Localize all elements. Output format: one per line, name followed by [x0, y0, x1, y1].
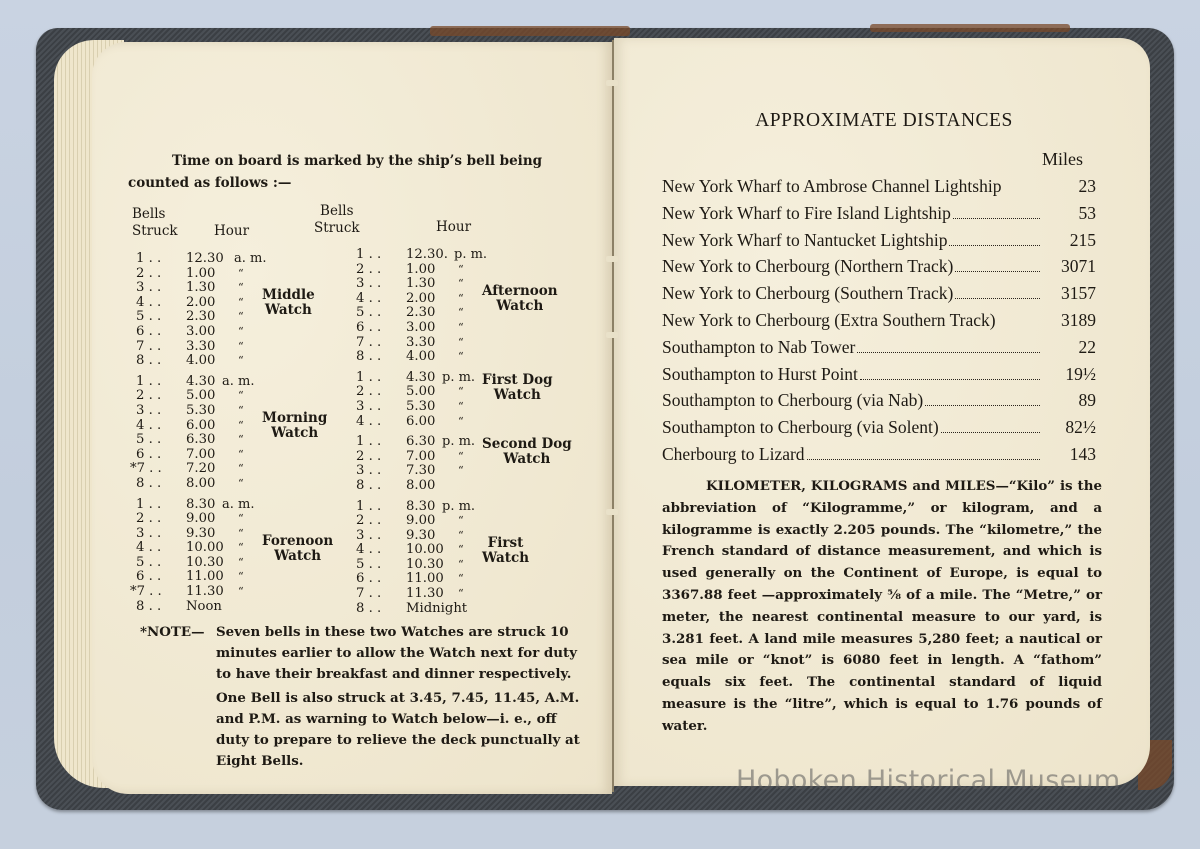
bells-struck: 6 . .: [356, 319, 382, 335]
ditto-mark: “: [458, 350, 464, 364]
leader-dots: [860, 379, 1040, 380]
bell-row: [136, 477, 336, 492]
bells-struck: 4 . .: [136, 294, 162, 310]
route: New York Wharf to Ambrose Channel Lightship: [662, 176, 1002, 196]
bells-struck: 4 . .: [356, 542, 382, 558]
ditto-mark: “: [238, 403, 244, 417]
bells-struck: 3 . .: [356, 276, 382, 292]
bell-row: [356, 529, 586, 544]
bell-row: [136, 354, 336, 369]
hour: 4.00: [406, 349, 436, 365]
distance-row: [662, 176, 1096, 203]
intro-line-1: Time on board is marked by the ship’s bell being: [172, 153, 543, 169]
ditto-mark: “: [458, 306, 464, 320]
bells-struck: 1 . .: [356, 434, 382, 450]
bell-row: [136, 375, 336, 390]
ditto-mark: “: [458, 414, 464, 428]
hour: 4.30: [406, 369, 436, 385]
leader-dots: [925, 405, 1040, 406]
hour: 8.00: [186, 475, 216, 491]
ditto-mark: “: [458, 557, 464, 571]
bells-struck: 7 . .: [136, 338, 162, 354]
distances-list: [662, 176, 1096, 471]
watch-name: Morning Watch: [262, 410, 328, 442]
bells-struck: 8 . .: [356, 349, 382, 365]
distance-row: [662, 337, 1096, 364]
hour: 10.30: [186, 554, 224, 570]
bells-struck: 5 . .: [136, 432, 162, 448]
miles-value: 215: [1069, 229, 1096, 250]
bell-row: [136, 252, 336, 267]
watch-name: Middle Watch: [262, 287, 315, 319]
bells-struck: 1 . .: [136, 251, 162, 266]
distance-row: [662, 256, 1096, 283]
binding-stitch: [606, 509, 618, 515]
ditto-mark: “: [238, 555, 244, 569]
watch-group: [356, 500, 586, 617]
leader-dots: [955, 298, 1040, 299]
meridiem: p. m.: [442, 498, 476, 514]
hour: 9.00: [186, 511, 216, 527]
bell-row: [136, 600, 336, 615]
watch-group: [130, 496, 336, 615]
ditto-mark: “: [458, 385, 464, 399]
ditto-mark: “: [238, 447, 244, 461]
bell-row: [356, 350, 586, 365]
ditto-mark: “: [458, 291, 464, 305]
ditto-mark: “: [458, 449, 464, 463]
bell-row: [356, 321, 586, 336]
hour: 3.30: [186, 338, 216, 354]
bell-row: [136, 267, 336, 282]
kilo-heading: KILOMETER, KILOGRAMS and MILES—“Kilo”: [706, 478, 1055, 494]
watch-name: First Watch: [482, 534, 530, 566]
hour: 11.00: [406, 571, 444, 587]
ditto-mark: “: [458, 514, 464, 528]
hour: 9.00: [406, 513, 436, 529]
hour: 10.00: [186, 540, 224, 556]
route: New York Wharf to Nantucket Lightship: [662, 229, 948, 250]
bells-struck: 4 . .: [136, 417, 162, 433]
ditto-mark: “: [238, 324, 244, 338]
route: Cherbourg to Lizard: [662, 443, 805, 464]
hour: 4.30: [186, 373, 216, 389]
bell-row: [356, 572, 586, 587]
bell-row: [356, 602, 586, 617]
ditto-mark: “: [238, 418, 244, 432]
bells-struck: 6 . .: [136, 323, 162, 339]
miles-value: 19½: [1065, 363, 1096, 384]
bells-header-line2: Struck: [314, 220, 360, 236]
bells-struck: 5 . .: [356, 305, 382, 321]
hour: 11.30: [186, 584, 224, 600]
pm-hour-header: Hour: [436, 219, 472, 235]
ditto-mark: “: [238, 541, 244, 555]
ditto-mark: “: [458, 262, 464, 276]
bells-struck: 2 . .: [356, 384, 382, 400]
hour: 6.30: [406, 434, 436, 450]
bells-struck: 1 . .: [356, 247, 382, 262]
route: New York to Cherbourg (Extra Southern Track): [662, 309, 996, 330]
distances-title: APPROXIMATE DISTANCES: [755, 110, 1013, 131]
meridiem: a. m.: [222, 373, 255, 389]
bells-struck: 8 . .: [136, 598, 162, 614]
ditto-mark: “: [238, 295, 244, 309]
ditto-mark: “: [458, 464, 464, 478]
hour: 10.30: [406, 556, 444, 572]
bells-struck: 2 . .: [136, 511, 162, 527]
bells-struck: 6 . .: [356, 571, 382, 587]
distance-row: [662, 444, 1096, 471]
ditto-mark: “: [458, 543, 464, 557]
ditto-mark: “: [238, 389, 244, 403]
bells-struck: *7 . .: [130, 461, 162, 477]
leader-dots: [955, 271, 1040, 272]
ditto-mark: “: [238, 281, 244, 295]
route: Southampton to Cherbourg (via Solent): [662, 417, 939, 438]
ditto-mark: “: [238, 526, 244, 540]
meridiem: p. m.: [442, 369, 476, 385]
miles-value: 3071: [1061, 256, 1096, 277]
hour: 12.30: [186, 251, 224, 266]
am-hour-header: Hour: [214, 223, 250, 239]
hour: 7.00: [406, 448, 436, 464]
meridiem: a. m.: [222, 496, 255, 512]
hour: 9.30: [186, 525, 216, 541]
bell-row: [136, 448, 336, 463]
bell-row: [356, 248, 586, 263]
distance-row: [662, 203, 1096, 230]
note-paragraph-1: Seven bells in these two Watches are struck 10 minutes earlier to allow the Watch next for duty to have their breakfast and dinner respectively.: [216, 624, 577, 682]
hour: 9.30: [406, 527, 436, 543]
bells-struck: 3 . .: [356, 398, 382, 414]
watch-group: [136, 252, 336, 369]
ditto-mark: “: [238, 585, 244, 599]
bell-row: [136, 512, 336, 527]
bell-row: [356, 500, 586, 515]
bells-struck: 8 . .: [356, 600, 382, 616]
hour: 7.00: [186, 446, 216, 462]
bells-header-line2: Struck: [132, 223, 178, 239]
miles-value: 3157: [1061, 283, 1096, 304]
hour: 3.00: [186, 323, 216, 339]
bells-struck: 3 . .: [136, 525, 162, 541]
ditto-mark: “: [238, 354, 244, 368]
leader-dots: [941, 432, 1040, 433]
bells-struck: 6 . .: [136, 569, 162, 585]
miles-value: 3189: [1061, 309, 1096, 330]
route: New York to Cherbourg (Northern Track): [662, 256, 954, 277]
bell-row: [136, 325, 336, 340]
bells-struck: 2 . .: [136, 265, 162, 281]
am-bell-table: [130, 251, 336, 620]
distance-row: [662, 390, 1096, 417]
route: New York Wharf to Fire Island Lightship: [662, 202, 951, 223]
bells-struck: 8 . .: [136, 353, 162, 369]
distance-row: [662, 230, 1096, 257]
hour: 1.30: [406, 276, 436, 292]
ditto-mark: “: [458, 528, 464, 542]
route: Southampton to Hurst Point: [662, 363, 858, 384]
hour: 3.30: [406, 334, 436, 350]
watch-group: [356, 371, 586, 429]
hour: 6.00: [186, 417, 216, 433]
ditto-mark: “: [238, 310, 244, 324]
bells-struck: 2 . .: [356, 513, 382, 529]
kilometer-paragraph: [662, 476, 1102, 738]
ditto-mark: “: [238, 462, 244, 476]
watch-group: [356, 248, 586, 365]
hour: 2.30: [186, 309, 216, 325]
ditto-mark: “: [458, 320, 464, 334]
am-bells-header: [132, 206, 178, 240]
bells-struck: 7 . .: [356, 334, 382, 350]
hour: 5.30: [186, 402, 216, 418]
ditto-mark: “: [238, 476, 244, 490]
bell-row: [356, 587, 586, 602]
miles-value: 53: [1078, 202, 1096, 223]
bells-struck: 3 . .: [136, 280, 162, 296]
hour: 6.30: [186, 432, 216, 448]
museum-watermark: Hoboken Historical Museum: [736, 765, 1121, 796]
bells-header-line1: Bells: [320, 203, 354, 219]
binding-stitch: [606, 80, 618, 86]
bell-row: [136, 498, 336, 513]
ditto-mark: “: [458, 587, 464, 601]
miles-value: 89: [1078, 390, 1096, 411]
hour: Noon: [186, 598, 222, 614]
bells-struck: 6 . .: [136, 446, 162, 462]
hour: 4.00: [186, 353, 216, 369]
bells-struck: 2 . .: [136, 388, 162, 404]
ditto-mark: “: [458, 335, 464, 349]
hour: 8.30: [406, 498, 436, 514]
bells-struck: 2 . .: [356, 261, 382, 277]
bell-row: [130, 461, 336, 477]
bells-struck: 7 . .: [356, 586, 382, 602]
distance-row: [662, 283, 1096, 310]
distance-row: [662, 417, 1096, 444]
ditto-mark: “: [238, 433, 244, 447]
miles-value: 143: [1069, 443, 1096, 464]
ditto-mark: “: [238, 570, 244, 584]
hour: 8.30: [186, 496, 216, 512]
route: Southampton to Cherbourg (via Nab): [662, 390, 924, 411]
hour: 1.00: [406, 261, 436, 277]
leader-dots: [857, 352, 1040, 353]
bell-row: [136, 340, 336, 355]
ditto-mark: “: [238, 339, 244, 353]
hour: 10.00: [406, 542, 444, 558]
bells-struck: 1 . .: [356, 369, 382, 385]
bells-struck: *7 . .: [130, 584, 162, 600]
ditto-mark: “: [238, 512, 244, 526]
hour: 7.20: [186, 461, 216, 477]
meridiem: p. m.: [454, 247, 488, 262]
hour: 8.00: [406, 477, 436, 493]
bell-note: [140, 622, 590, 772]
leader-dots: [953, 218, 1040, 219]
hour: 12.30.: [406, 247, 448, 262]
watch-group: [356, 435, 586, 493]
leader-dots: [807, 459, 1040, 460]
bells-struck: 4 . .: [356, 413, 382, 429]
ditto-mark: “: [458, 277, 464, 291]
note-lead: *NOTE—: [140, 624, 205, 640]
bells-header-line1: Bells: [132, 206, 166, 222]
pm-bell-table: [356, 248, 586, 622]
binding-stitch: [606, 256, 618, 262]
hour: 11.00: [186, 569, 224, 585]
bell-row: [356, 263, 586, 278]
hour: 5.00: [186, 388, 216, 404]
hour: 7.30: [406, 463, 436, 479]
bells-struck: 5 . .: [136, 309, 162, 325]
bell-row: [130, 584, 336, 600]
bell-row: [136, 389, 336, 404]
route: Southampton to Nab Tower: [662, 336, 856, 357]
bell-row: [356, 415, 586, 430]
bells-struck: 1 . .: [356, 498, 382, 514]
watch-name: Second Dog Watch: [482, 436, 572, 468]
meridiem: p. m.: [442, 434, 476, 450]
route: New York to Cherbourg (Southern Track): [662, 283, 954, 304]
intro-line-2: counted as follows :—: [128, 175, 292, 191]
watch-name: Afternoon Watch: [482, 283, 558, 315]
cover-wear-top: [430, 26, 630, 36]
leader-dots: [949, 245, 1040, 246]
bells-struck: 3 . .: [356, 527, 382, 543]
bell-row: [356, 479, 586, 494]
meridiem: a. m.: [234, 251, 267, 266]
bell-row: [356, 543, 586, 558]
watch-name: First Dog Watch: [482, 371, 553, 403]
bells-struck: 4 . .: [356, 290, 382, 306]
hour: 11.30: [406, 586, 444, 602]
ditto-mark: “: [238, 266, 244, 280]
bells-struck: 1 . .: [136, 373, 162, 389]
book-gutter: [612, 40, 614, 792]
kilo-body: is the abbreviation of “Kilogramme,” or kilogram, and a kilogramme is exactly 2.205 pounds. The “kilometre,” the French standard of distance measurement, and which is used generally on the Continent of Europe, is equal to 3367.88 feet —approximately ⅝ of a mile. The “Metre,” or meter, the nearest continental measure to our yard, is 3.281 feet. A land mile measures 5,280 feet; a nautical or sea mile or “knot” is 6080 feet in length. A “fathom” equals six feet. The continental standard of liquid measure is the “litre”, which is equal to 1.76 pounds of water.: [662, 478, 1102, 734]
miles-value: 23: [1078, 176, 1096, 196]
hour: 1.00: [186, 265, 216, 281]
bell-intro: [128, 150, 588, 194]
bells-struck: 3 . .: [356, 463, 382, 479]
hour: 2.30: [406, 305, 436, 321]
ditto-mark: “: [458, 572, 464, 586]
pm-bells-header: [314, 203, 360, 237]
note-paragraph-2: One Bell is also struck at 3.45, 7.45, 11.45, A.M. and P.M. as warning to Watch below—i. e., off duty to prepare to relieve the deck punctually at Eight Bells.: [216, 690, 580, 769]
bell-row: [356, 558, 586, 573]
binding-stitch: [606, 332, 618, 338]
bells-struck: 1 . .: [136, 496, 162, 512]
ditto-mark: “: [458, 399, 464, 413]
hour: 5.30: [406, 398, 436, 414]
distance-row: [662, 364, 1096, 391]
bell-row: [136, 570, 336, 585]
bells-struck: 8 . .: [136, 475, 162, 491]
miles-column-header: Miles: [1042, 149, 1084, 169]
watch-name: Forenoon Watch: [262, 532, 334, 564]
hour: 2.00: [406, 290, 436, 306]
miles-value: 22: [1078, 336, 1096, 357]
hour: 1.30: [186, 280, 216, 296]
hour: 2.00: [186, 294, 216, 310]
hour: 6.00: [406, 413, 436, 429]
distance-row: [662, 310, 1096, 337]
bell-row: [356, 514, 586, 529]
hour: 5.00: [406, 384, 436, 400]
bells-struck: 2 . .: [356, 448, 382, 464]
bells-struck: 5 . .: [136, 554, 162, 570]
bells-struck: 8 . .: [356, 477, 382, 493]
bell-row: [356, 336, 586, 351]
bells-struck: 5 . .: [356, 556, 382, 572]
watch-group: [130, 373, 336, 492]
hour: 3.00: [406, 319, 436, 335]
bells-struck: 4 . .: [136, 540, 162, 556]
bells-struck: 3 . .: [136, 402, 162, 418]
hour: Midnight: [406, 600, 468, 616]
cover-wear-top-right: [870, 24, 1070, 32]
miles-value: 82½: [1065, 417, 1096, 438]
